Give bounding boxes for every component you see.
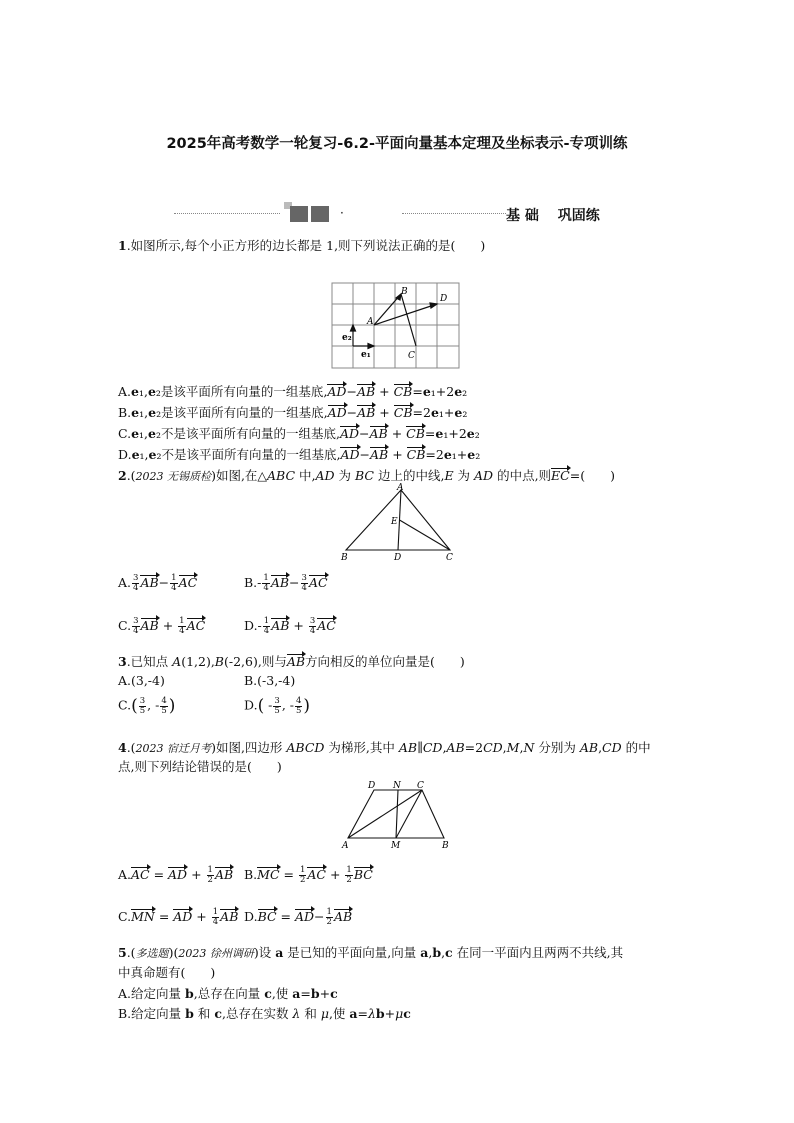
q1-stem: 1.如图所示,每个小正方形的边长都是 1,则下列说法正确的是( ) [118, 238, 486, 253]
q2-stem: 2.(2023 无锡质检)如图,在△ABC 中,AD 为 BC 边上的中线,E 为 AD 的中点,则EC=( ) [118, 468, 615, 483]
svg-text:D: D [440, 294, 448, 304]
q2-triangle-figure [336, 482, 460, 564]
svg-text:C: C [446, 553, 453, 563]
page-title: 2025年高考数学一轮复习-6.2-平面向量基本定理及坐标表示-专项训练 [166, 136, 628, 152]
q3-stem: 3.已知点 A(1,2),B(-2,6),则与AB方向相反的单位向量是( ) [118, 654, 465, 669]
q1-option-c: C.e₁,e₂不是该平面所有向量的一组基底,AD−AB + CB=e₁+2e₂ [118, 426, 480, 441]
svg-text:A: A [397, 483, 404, 493]
svg-text:D: D [394, 553, 402, 563]
svg-text:C: C [417, 781, 424, 791]
q1-option-b: B.e₁,e₂是该平面所有向量的一组基底,AD−AB + CB=2e₁+e₂ [118, 405, 468, 420]
q4-option-b: B.MC = $\frac{1}{2}$ AC + $\frac{1}{2}$ BC [244, 865, 373, 885]
q4-stem-line1: 4.(2023 宿迁月考)如图,四边形 ABCD 为梯形,其中 AB∥CD,AB=2CD,M,N 分别为 AB,CD 的中 [118, 740, 651, 755]
q2-option-b: B.- $\frac{1}{4}$ AB− $\frac{3}{4}$ AC [244, 573, 328, 593]
section-label: 基 础 巩固练 [506, 208, 600, 224]
q4-stem-line2: 点,则下列结论错误的是( ) [118, 759, 282, 774]
q5-option-a: A.给定向量 b,总存在向量 c,使 a=b+c [118, 986, 338, 1001]
q3-option-c: C.( $\frac{3}{5}$ , - $\frac{4}{5}$ ) [118, 695, 176, 716]
q3-option-b: B.(-3,-4) [244, 673, 296, 688]
q3-option-d: D.( - $\frac{3}{5}$ , - $\frac{4}{5}$ ) [244, 695, 311, 716]
q4-trapezoid-figure [338, 778, 458, 854]
q4-option-a: A.AC = AD + $\frac{1}{2}$ AB [118, 865, 234, 885]
svg-text:e₂: e₂ [342, 333, 352, 343]
q4-option-d: D.BC = AD− $\frac{1}{2}$ AB [244, 907, 353, 927]
q1-option-d: D.e₁,e₂不是该平面所有向量的一组基底,AD−AB + CB=2e₁+e₂ [118, 447, 481, 462]
svg-text:e₁: e₁ [361, 350, 371, 360]
q5-stem-line2: 中真命题有( ) [118, 965, 216, 980]
q2-option-c: C. $\frac{3}{4}$ AB + $\frac{1}{4}$ AC [118, 616, 206, 636]
svg-text:M: M [391, 841, 401, 851]
q2-option-a: A. $\frac{3}{4}$ AB− $\frac{1}{4}$ AC [118, 573, 198, 593]
svg-text:B: B [341, 553, 348, 563]
svg-text:N: N [393, 781, 401, 791]
q3-option-a: A.(3,-4) [118, 673, 165, 688]
q5-option-b: B.给定向量 b 和 c,总存在实数 λ 和 μ,使 a=λb+μc [118, 1006, 411, 1021]
svg-text:B: B [442, 841, 449, 851]
q1-grid-figure [331, 282, 461, 370]
svg-text:D: D [368, 781, 376, 791]
svg-text:E: E [391, 517, 398, 527]
q1-label-a: A [367, 317, 374, 327]
q2-option-d: D.- $\frac{1}{4}$ AB + $\frac{3}{4}$ AC [244, 616, 336, 636]
section-bar: · 基 础 巩固练 [172, 202, 622, 226]
svg-text:A: A [342, 841, 349, 851]
q5-stem-line1: 5.(多选题)(2023 徐州调研)设 a 是已知的平面向量,向量 a,b,c 在同一平面内且两两不共线,其 [118, 945, 624, 960]
svg-text:C: C [408, 351, 415, 361]
q1-option-a: A.e₁,e₂是该平面所有向量的一组基底,AD−AB + CB=e₁+2e₂ [118, 384, 468, 399]
q4-option-c: C.MN = AD + $\frac{1}{4}$ AB [118, 907, 239, 927]
svg-text:B: B [401, 287, 408, 297]
